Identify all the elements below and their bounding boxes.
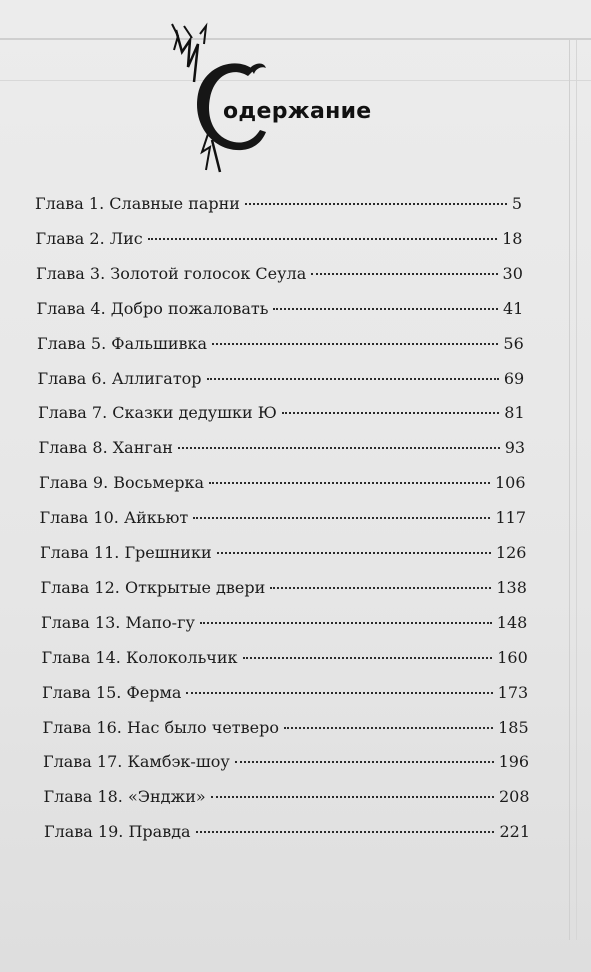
chapter-page-number: 208 — [499, 787, 530, 807]
dot-leader — [243, 657, 493, 659]
dot-leader — [196, 831, 495, 833]
dot-leader — [211, 796, 494, 798]
chapter-title: Глава 18. «Энджи» — [43, 787, 206, 807]
chapter-title: Глава 7. Сказки дедушки Ю — [38, 403, 277, 423]
toc-entry — [35, 193, 522, 215]
toc-entry — [39, 437, 526, 459]
chapter-page-number: 117 — [495, 508, 526, 528]
chapter-page-number: 160 — [497, 647, 528, 667]
chapter-title: Глава 6. Аллигатор — [37, 368, 202, 388]
toc-entry — [40, 542, 526, 564]
toc-entry — [44, 786, 530, 808]
chapter-title: Глава 16. Нас было четверо — [42, 717, 279, 737]
toc-entry — [41, 577, 527, 599]
chapter-page-number: 30 — [502, 263, 523, 283]
dot-leader — [207, 378, 499, 380]
chapter-page-number: 148 — [496, 612, 528, 632]
dot-leader — [148, 238, 497, 240]
chapter-page-number: 18 — [502, 228, 523, 248]
dot-leader — [193, 517, 490, 519]
toc-entry — [44, 821, 530, 843]
chapter-title: Глава 19. Правда — [44, 822, 191, 842]
chapter-page-number: 185 — [498, 717, 529, 737]
dot-leader — [212, 343, 498, 345]
chapter-title: Глава 8. Ханган — [38, 438, 173, 458]
chapter-page-number: 173 — [497, 682, 529, 702]
chapter-title: Глава 1. Славные парни — [35, 194, 240, 213]
chapter-page-number: 196 — [498, 752, 530, 772]
toc-entry — [42, 682, 528, 704]
toc-entry — [36, 228, 523, 250]
chapter-title: Глава 13. Мапо-гу — [41, 612, 195, 632]
toc-entry — [37, 298, 524, 320]
chapter-page-number: 93 — [504, 438, 526, 458]
toc-entry — [41, 612, 527, 634]
toc-entry — [38, 402, 525, 424]
chapter-title: Глава 5. Фальшивка — [37, 333, 208, 353]
dot-leader — [311, 273, 497, 275]
chapter-title: Глава 15. Ферма — [42, 682, 182, 702]
contents-heading-text: одержание — [223, 99, 372, 124]
chapter-title: Глава 17. Камбэк-шоу — [43, 752, 230, 772]
toc-entry — [40, 507, 527, 529]
toc-entry — [36, 263, 523, 285]
dot-leader — [284, 727, 493, 729]
chapter-title: Глава 11. Грешники — [40, 543, 212, 562]
dot-leader — [282, 412, 499, 414]
toc-entry — [42, 647, 528, 669]
toc-entry — [37, 333, 524, 355]
dot-leader — [235, 761, 494, 763]
dot-leader — [245, 203, 507, 205]
chapter-title: Глава 9. Восьмерка — [39, 473, 205, 493]
toc-entry — [43, 717, 529, 739]
dot-leader — [178, 447, 500, 449]
dot-leader — [217, 552, 491, 554]
chapter-title: Глава 12. Открытые двери — [40, 577, 266, 597]
dot-leader — [209, 482, 490, 484]
chapter-page-number: 138 — [496, 577, 527, 597]
chapter-title: Глава 10. Айкьют — [39, 508, 189, 528]
chapter-title: Глава 4. Добро пожаловать — [36, 298, 269, 318]
chapter-page-number: 126 — [495, 543, 527, 562]
chapter-title: Глава 3. Золотой голосок Сеула — [36, 263, 307, 283]
chapter-page-number: 221 — [499, 822, 530, 842]
dot-leader — [186, 692, 492, 694]
chapter-page-number: 81 — [504, 403, 525, 423]
chapter-title: Глава 14. Колокольчик — [41, 647, 238, 667]
dot-leader — [270, 587, 491, 589]
chapter-page-number: 5 — [511, 194, 522, 213]
chapter-page-number: 41 — [502, 298, 524, 318]
toc-entry — [43, 751, 529, 773]
toc-entry — [39, 472, 526, 494]
dot-leader — [273, 308, 497, 310]
chapter-title: Глава 2. Лис — [35, 228, 143, 248]
dot-leader — [200, 622, 492, 624]
toc-entry — [38, 368, 525, 390]
chapter-page-number: 69 — [503, 368, 525, 388]
chapter-page-number: 106 — [495, 473, 526, 493]
chapter-page-number: 56 — [503, 333, 524, 353]
